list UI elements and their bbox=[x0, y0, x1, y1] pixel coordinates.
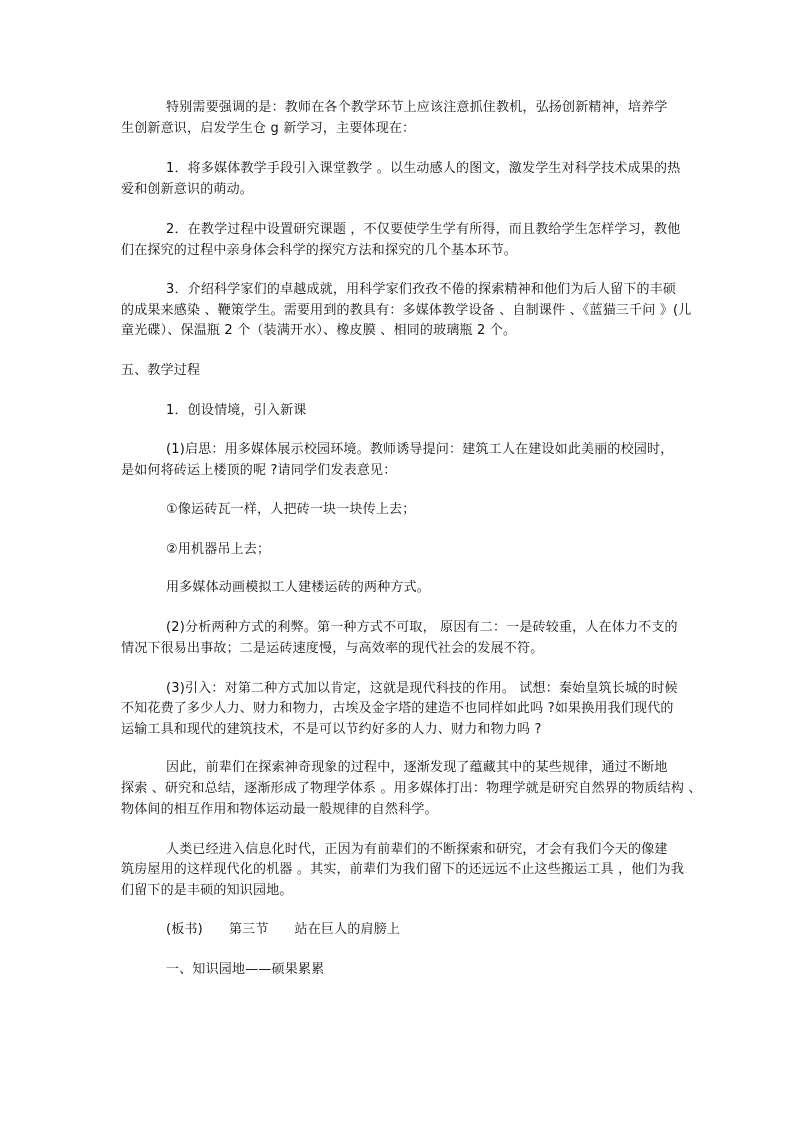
section-heading: 五、教学过程 bbox=[121, 363, 201, 378]
text-line: 筑房屋用的这样现代化的机器 。其实，前辈们为我们留下的还远远不止这些搬运工具 ，他们为我 bbox=[121, 862, 685, 877]
text-line: 人类已经进入信息化时代，正因为有前辈们的不断探索和研究，才会有我们今天的像建 bbox=[166, 842, 668, 857]
text-line: ①像运砖瓦一样，人把砖一块一块传上去； bbox=[166, 502, 416, 517]
text-line: 物体间的相互作用和物体运动最一般规律的自然科学。 bbox=[121, 802, 438, 817]
text-line: 运输工具和现代的建筑技术，不是可以节约好多的人力、财力和物力吗 ? bbox=[121, 722, 542, 737]
knowledge-heading: 一、知识园地——硕果累累 bbox=[166, 962, 325, 977]
text-line: 情况下很易出事故；二是运砖速度慢，与高效率的现代社会的发展不符。 bbox=[121, 641, 544, 656]
text-line: 1．将多媒体教学手段引入课堂教学 。以生动感人的图文，激发学生对科学技术成果的热 bbox=[166, 161, 681, 176]
text-line: (2)分析两种方式的利弊。第一种方式不可取， 原因有二：一是砖较重，人在体力不支的 bbox=[166, 620, 678, 635]
text-line: 生创新意识，启发学生仓 g 新学习，主要体现在： bbox=[121, 121, 416, 136]
text-line: 特别需要强调的是：教师在各个教学环节上应该注意抓住教机，弘扬创新精神，培养学 bbox=[166, 100, 668, 115]
text-line: ②用机器吊上去； bbox=[166, 542, 271, 557]
text-line: 们留下的是丰硕的知识园地。 bbox=[121, 883, 293, 898]
board-writing-line: (板书) 第三节 站在巨人的肩膀上 bbox=[166, 922, 401, 937]
subsection-heading: 1．创设情境，引入新课 bbox=[166, 403, 307, 418]
text-line: 们在探究的过程中亲身体会科学的探究方法和探究的几个基本环节。 bbox=[121, 243, 518, 258]
text-line: 不知花费了多少人力、财力和物力，古埃及金字塔的建造不也同样如此吗 ?如果换用我们现代的 bbox=[121, 701, 674, 716]
text-line: 2．在教学过程中设置研究课题 ，不仅要使学生学有所得，而且教给学生怎样学习，教他 bbox=[166, 222, 681, 237]
text-line: 探索 、研究和总结，逐渐形成了物理学体系 。用多媒体打出：物理学就是研究自然界的物质结构 、 bbox=[121, 781, 702, 796]
text-line: 3．介绍科学家们的卓越成就，用科学家们孜孜不倦的探索精神和他们为后人留下的丰硕 bbox=[166, 282, 677, 297]
text-line: 爱和创新意识的萌动。 bbox=[121, 182, 254, 197]
text-line: (1)启思：用多媒体展示校园环境。教师诱导提问：建筑工人在建设如此美丽的校园时， bbox=[166, 442, 674, 457]
text-line: 因此，前辈们在探索神奇现象的过程中，逐渐发现了蕴藏其中的某些规律，通过不断地 bbox=[166, 760, 668, 775]
text-line: 用多媒体动画模拟工人建楼运砖的两种方式。 bbox=[166, 580, 431, 595]
text-line: 的成果来感染 、鞭策学生。需要用到的教具有：多媒体教学设备 、自制课件 、《蓝猫三千问 》(儿 bbox=[121, 303, 692, 318]
text-line: 童光碟）、保温瓶 2 个（装满开水）、橡皮膜 、相同的玻璃瓶 2 个。 bbox=[121, 323, 517, 338]
text-line: 是如何将砖运上楼顶的呢 ?请同学们发表意见： bbox=[121, 463, 397, 478]
text-line: (3)引入：对第二种方式加以肯定，这就是现代科技的作用。 试想：秦始皇筑长城的时候 bbox=[166, 681, 678, 696]
